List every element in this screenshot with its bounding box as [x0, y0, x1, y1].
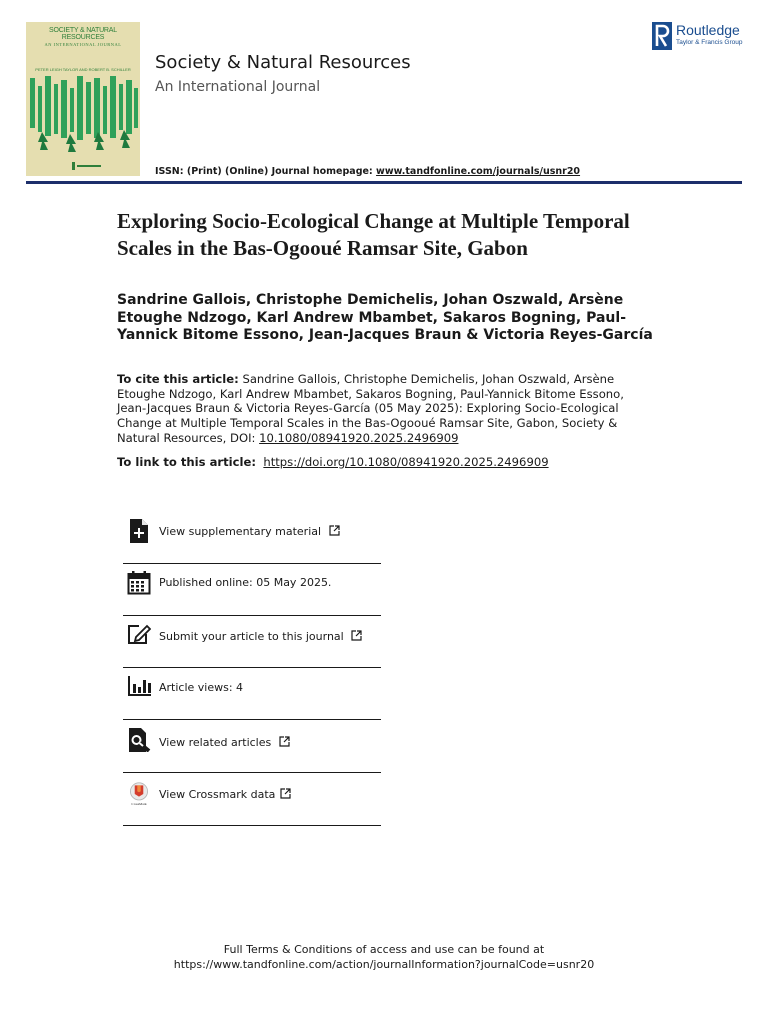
journal-title: Society & Natural Resources	[155, 52, 411, 73]
edit-icon	[127, 623, 151, 647]
cover-subtitle: AN INTERNATIONAL JOURNAL	[44, 42, 122, 47]
cite-label: To cite this article:	[117, 372, 239, 386]
journal-subtitle: An International Journal	[155, 79, 321, 95]
search-document-icon	[127, 728, 151, 752]
crossmark-row[interactable]	[123, 772, 381, 826]
article-doi-link[interactable]: https://doi.org/10.1080/08941920.2025.2496909	[263, 455, 549, 469]
external-link-icon	[351, 630, 362, 641]
related-articles-row[interactable]	[123, 719, 381, 773]
external-link-icon	[280, 788, 291, 799]
article-authors: Sandrine Gallois, Christophe Demichelis, Johan Oszwald, Arsène Etoughe Ndzogo, Karl Andrew Mbambet, Sakaros Bogning, Paul-Yannick Bitome Essono, Jean-Jacques Braun & Victoria Reyes-García	[117, 292, 653, 343]
citation-block	[117, 372, 647, 446]
cite-text: Sandrine Gallois, Christophe Demichelis, Johan Oszwald, Arsène Etoughe Ndzogo, Karl Andrew Mbambet, Sakaros Bogning, Paul-Yannick Bitome Essono, Jean-Jacques Braun & Victoria Reyes-García (05 May 2025): Exploring Socio-Ecological Change at Multiple Temporal Scales in the Bas-Ogooué Ramsar Site, Gabon, Society & Natural Resources, DOI:	[117, 372, 624, 445]
terms-line: Full Terms & Conditions of access and use can be found at	[223, 943, 545, 956]
crossmark-icon	[127, 782, 151, 806]
bar-chart-icon	[127, 674, 151, 698]
article-link-line	[117, 455, 677, 470]
terms-footer	[0, 942, 768, 972]
publisher-group: Taylor & Francis Group	[676, 39, 743, 46]
supplementary-row[interactable]	[123, 513, 381, 564]
published-label: Published online: 05 May 2025.	[159, 576, 332, 589]
terms-url[interactable]: https://www.tandfonline.com/action/journalInformation?journalCode=usnr20	[173, 958, 595, 971]
routledge-r-icon	[652, 22, 672, 50]
link-label: To link to this article:	[117, 455, 256, 469]
supplementary-label: View supplementary material	[159, 525, 340, 538]
add-document-icon	[127, 519, 151, 543]
journal-cover	[26, 22, 140, 176]
cover-publisher-logo	[72, 162, 112, 170]
calendar-icon	[127, 571, 151, 595]
publisher-name: Routledge	[676, 22, 740, 38]
submit-article-row[interactable]	[123, 615, 381, 668]
cover-tree-illustration	[26, 76, 140, 156]
article-views-row	[123, 667, 381, 720]
submit-label: Submit your article to this journal	[159, 630, 362, 643]
header-divider	[26, 181, 742, 184]
external-link-icon	[279, 736, 290, 747]
journal-homepage-link[interactable]: www.tandfonline.com/journals/usnr20	[376, 166, 581, 177]
cover-title: SOCIETY & NATURAL RESOURCES	[49, 27, 117, 41]
cite-doi-link[interactable]: 10.1080/08941920.2025.2496909	[259, 430, 459, 445]
crossmark-label: View Crossmark data	[159, 788, 291, 801]
issn-line	[155, 166, 580, 177]
crossmark-badge-text: CrossMark	[131, 802, 147, 806]
published-row	[123, 563, 381, 616]
article-title: Exploring Socio-Ecological Change at Multiple Temporal Scales in the Bas-Ogooué Ramsar Site, Gabon	[117, 209, 630, 260]
views-label: Article views: 4	[159, 681, 244, 694]
issn-text: ISSN: (Print) (Online) Journal homepage:	[155, 166, 373, 177]
publisher-logo[interactable]	[652, 22, 744, 50]
external-link-icon	[329, 525, 340, 536]
related-label: View related articles	[159, 736, 290, 749]
cover-editors: PETER LEIGH TAYLOR AND ROBERT B. SCHILLER	[35, 67, 131, 72]
